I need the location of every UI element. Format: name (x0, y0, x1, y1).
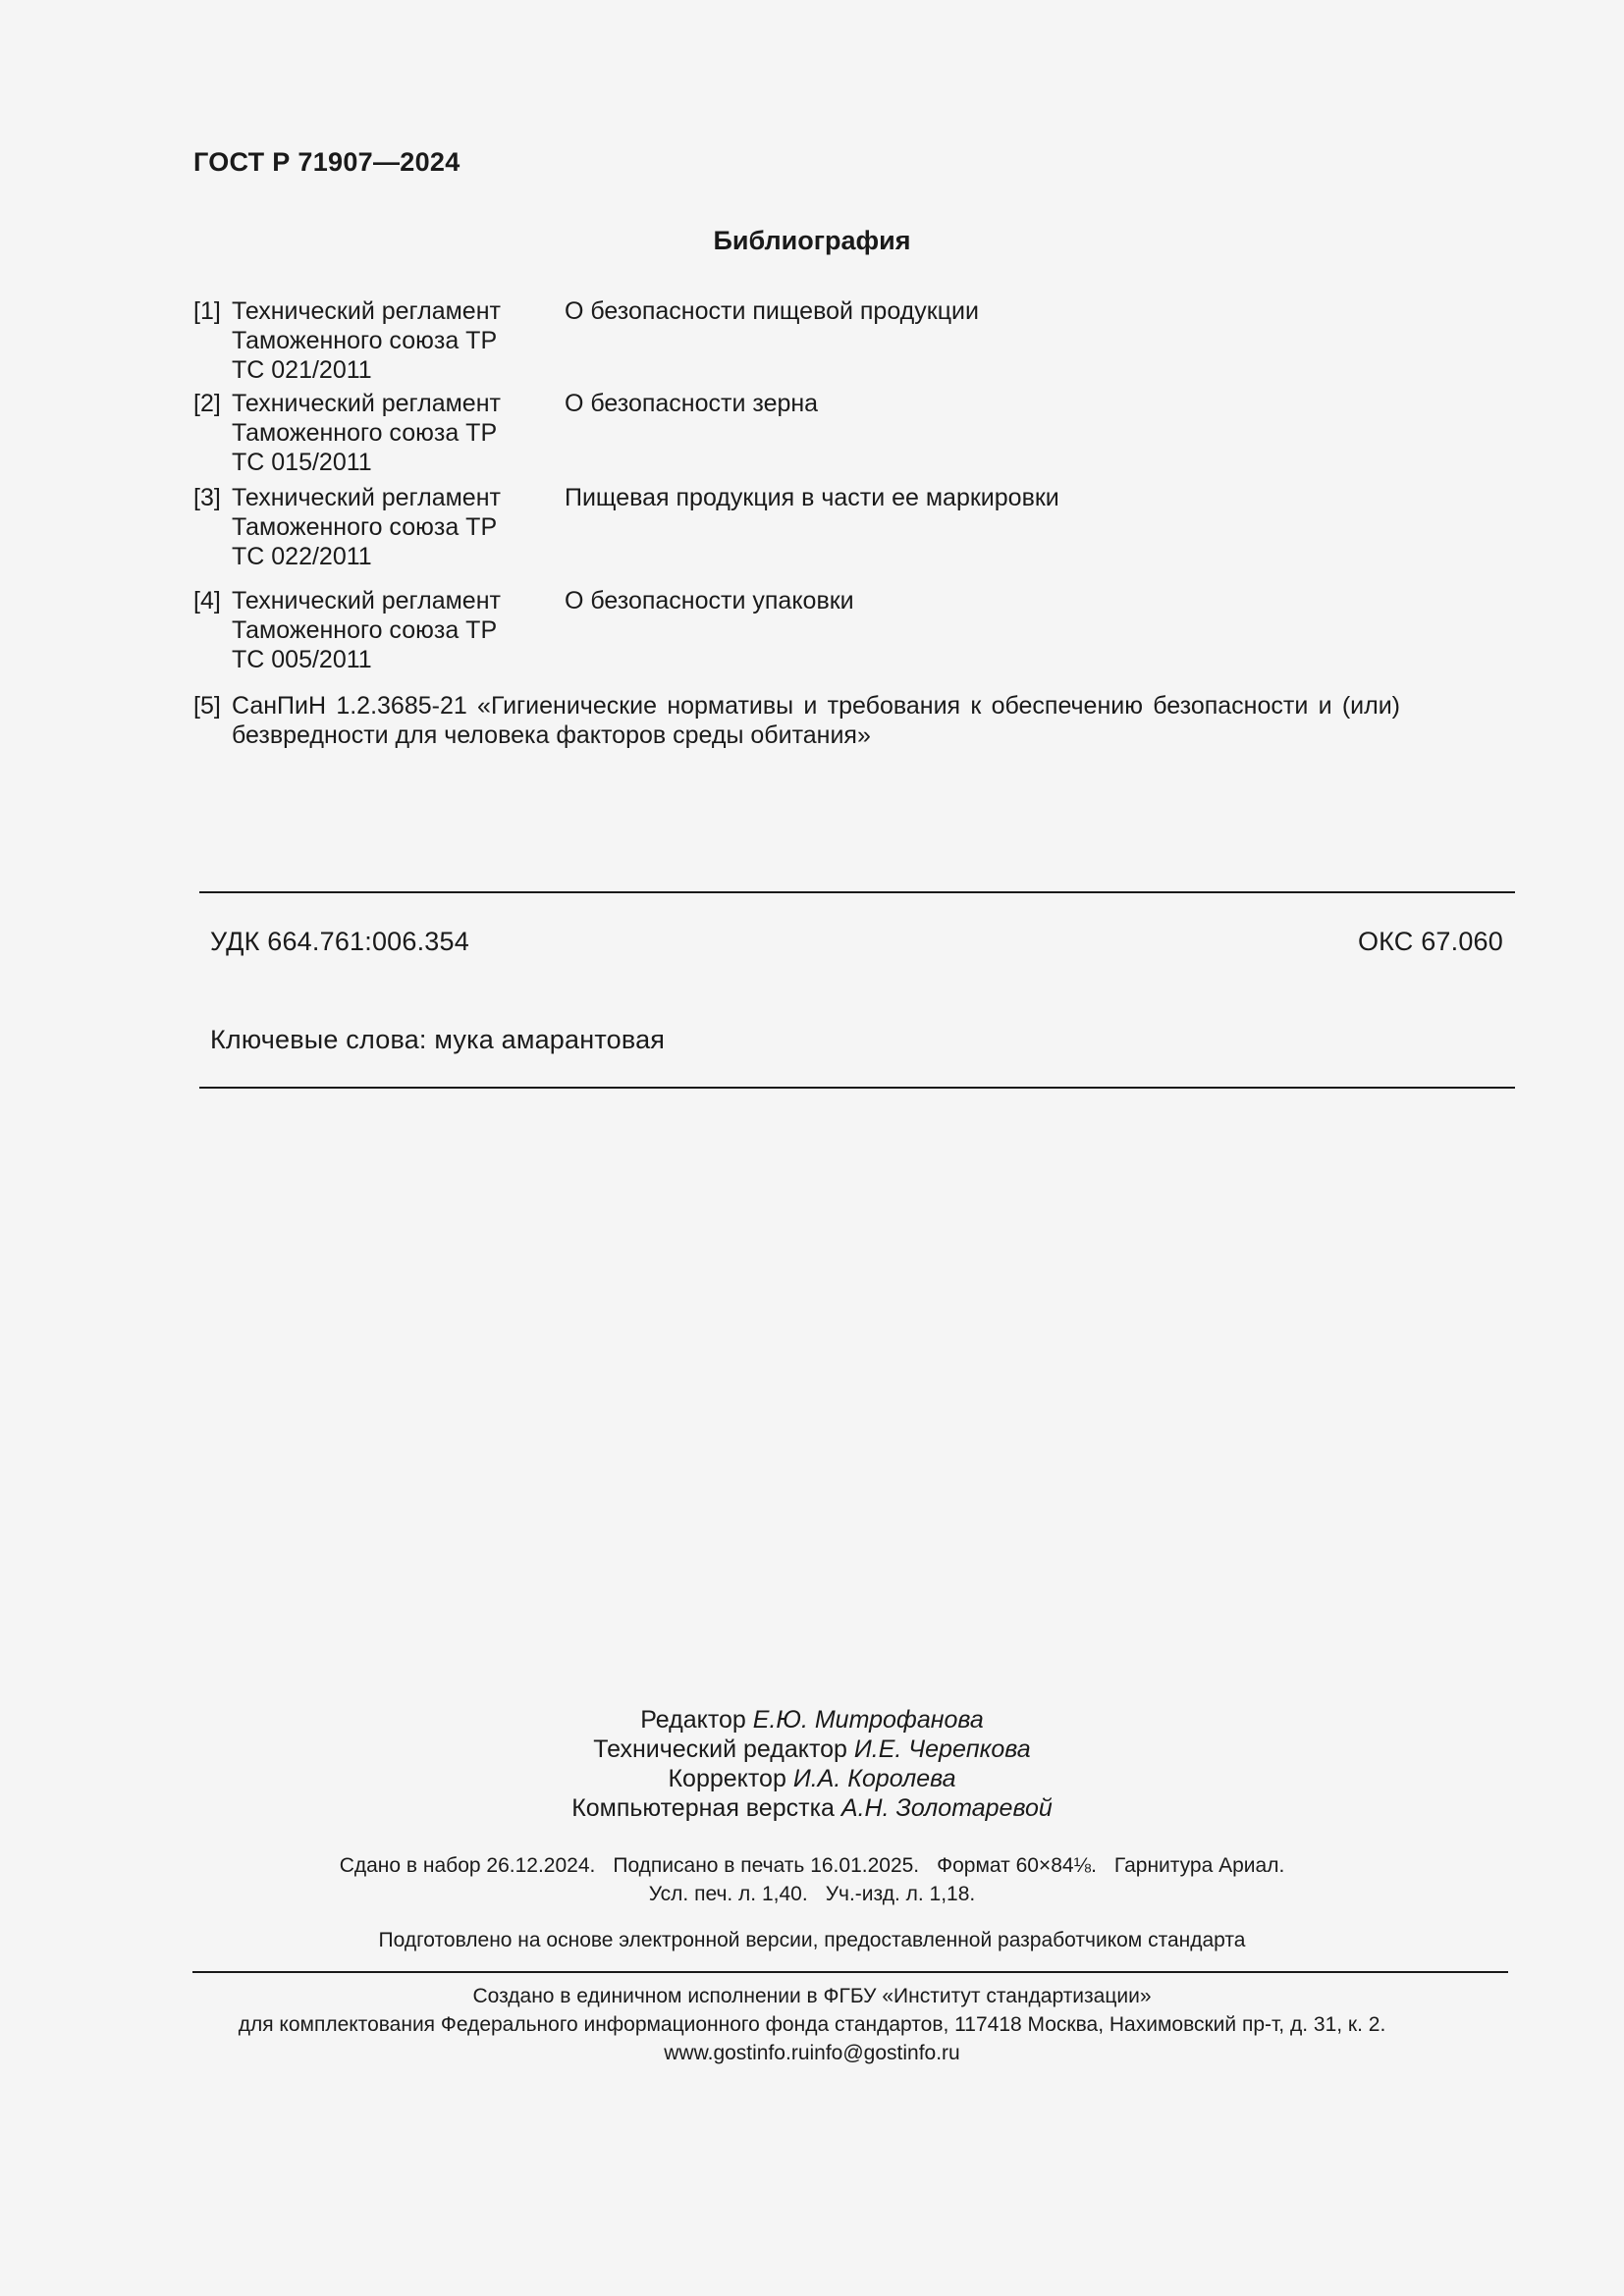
udk-code: УДК 664.761:006.354 (210, 927, 469, 956)
act-line: Таможенного союза ТР (232, 513, 498, 541)
entry-act (232, 483, 526, 571)
typeface: Гарнитура Ариал. (1113, 1854, 1285, 1877)
credit-name: А.Н. Золотаревой (840, 1794, 1053, 1822)
entry-text-line: безвредности для человека факторов среды обитания» (232, 721, 871, 749)
credit-role: Технический редактор (593, 1735, 847, 1763)
publishing-sheets: Уч.-изд. л. 1,18. (825, 1883, 976, 1905)
entry-number: [4] (193, 587, 221, 614)
footer-divider (192, 1971, 1508, 1973)
print-sheets: Усл. печ. л. 1,40. (648, 1883, 808, 1905)
act-line: ТС 005/2011 (232, 646, 372, 673)
credit-role: Компьютерная верстка (571, 1794, 835, 1822)
prepared-note: Подготовлено на основе электронной версии, предоставленной разработчиком стандарта (378, 1929, 1246, 1951)
act-line: Технический регламент (232, 587, 501, 614)
submitted-date: Сдано в набор 26.12.2024. (339, 1854, 596, 1877)
entry-number: [5] (193, 692, 221, 720)
signed-date: Подписано в печать 16.01.2025. (613, 1854, 920, 1877)
oks-code: ОКС 67.060 (1357, 927, 1503, 956)
email-link[interactable]: info@gostinfo.ru (809, 2042, 960, 2064)
credit-line (0, 1793, 1624, 1823)
imprint-line (0, 1851, 1624, 1880)
credit-role: Редактор (640, 1706, 746, 1734)
credit-line (0, 1735, 1624, 1764)
act-line: ТС 021/2011 (232, 356, 372, 384)
contact-line (0, 2039, 1624, 2067)
paper-format: Формат 60×84⅛. (937, 1854, 1097, 1877)
entry-number: [3] (193, 484, 221, 511)
credit-line (0, 1705, 1624, 1735)
act-line: Таможенного союза ТР (232, 616, 498, 644)
act-line: Технический регламент (232, 390, 501, 417)
credits-block (0, 1705, 1624, 1823)
entry-subject: О безопасности упаковки (565, 587, 854, 614)
entry-act (232, 296, 526, 385)
entry-subject: Пищевая продукция в части ее маркировки (565, 484, 1059, 511)
website-link[interactable]: www.gostinfo.ru (664, 2042, 810, 2064)
credit-name: И.А. Королева (792, 1765, 956, 1792)
credit-name: Е.Ю. Митрофанова (752, 1706, 984, 1734)
act-line: Таможенного союза ТР (232, 419, 498, 447)
credit-name: И.Е. Черепкова (853, 1735, 1031, 1763)
entry-text-line: СанПиН 1.2.3685-21 «Гигиенические нормативы и требования к обеспечению безопасности и (или) (232, 692, 1400, 720)
entry-number: [2] (193, 390, 221, 417)
document-code: ГОСТ Р 71907—2024 (193, 147, 460, 177)
entry-act (232, 389, 526, 477)
entry-subject: О безопасности зерна (565, 390, 819, 417)
top-divider (199, 891, 1515, 893)
bibliography-title: Библиография (713, 226, 911, 255)
entry-act (232, 586, 526, 674)
publisher-info (0, 1982, 1624, 2067)
publisher-line: для комплектования Федерального информационного фонда стандартов, 117418 Москва, Нахимовский пр-т, д. 31, к. 2. (238, 2013, 1386, 2036)
imprint-block (0, 1851, 1624, 1908)
act-line: Технический регламент (232, 297, 501, 325)
bottom-divider (199, 1087, 1515, 1089)
imprint-line (0, 1880, 1624, 1908)
keywords: Ключевые слова: мука амарантовая (210, 1025, 666, 1054)
act-line: Таможенного союза ТР (232, 327, 498, 354)
act-line: ТС 022/2011 (232, 543, 372, 570)
entry-number: [1] (193, 297, 221, 325)
entry-subject: О безопасности пищевой продукции (565, 297, 979, 325)
publisher-line: Создано в единичном исполнении в ФГБУ «Институт стандартизации» (472, 1985, 1152, 2007)
credit-role: Корректор (668, 1765, 786, 1792)
act-line: Технический регламент (232, 484, 501, 511)
act-line: ТС 015/2011 (232, 449, 372, 476)
credit-line (0, 1764, 1624, 1793)
